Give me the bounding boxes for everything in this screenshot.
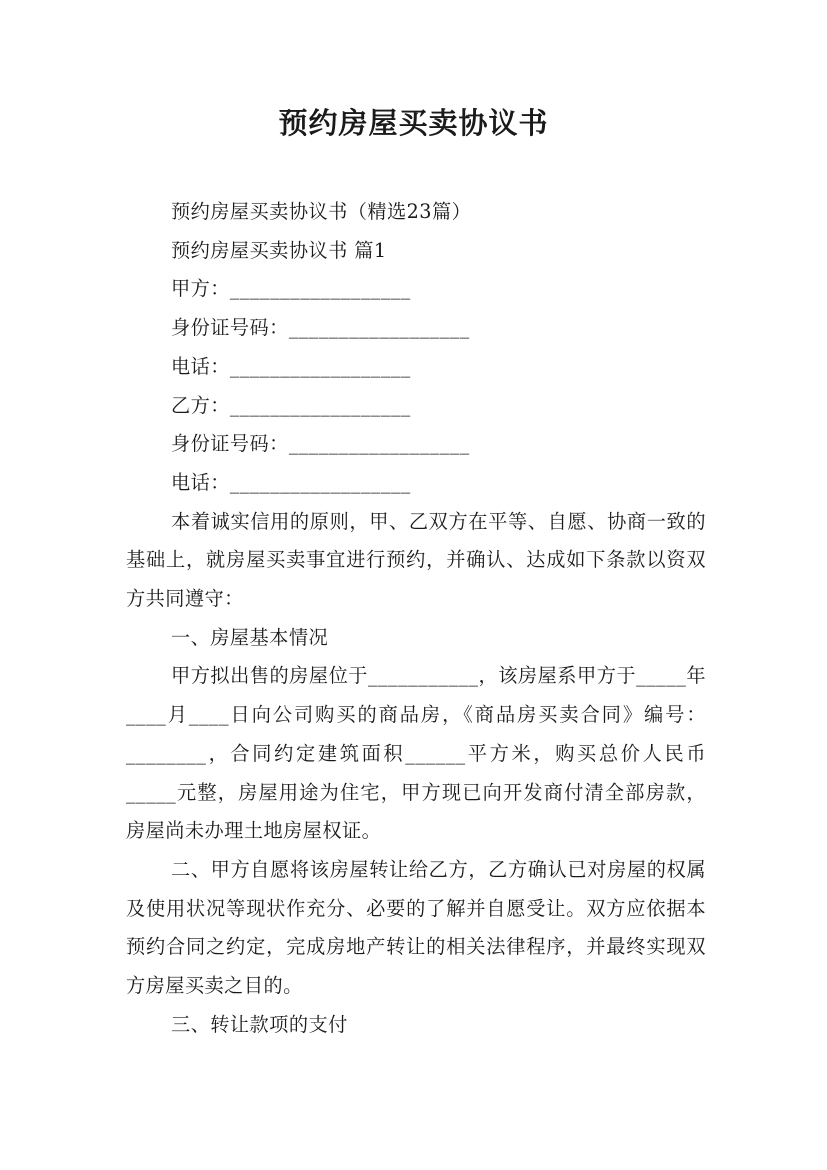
clause-2-paragraph: 二、甲方自愿将该房屋转让给乙方，乙方确认已对房屋的权属及使用状况等现状作充分、必要的了解并自愿受让。双方应依据本预约合同之约定，完成房地产转让的相关法律程序，并最终实现双方房屋买卖之目的。 <box>126 857 706 998</box>
section-heading: 预约房屋买卖协议书 篇1 <box>171 238 387 262</box>
party-a-phone-field: 电话：__________________ <box>171 354 411 378</box>
party-a-field: 甲方：__________________ <box>171 277 411 301</box>
document-title: 预约房屋买卖协议书 <box>278 106 549 140</box>
party-a-id-field: 身份证号码：__________________ <box>171 316 470 340</box>
document-body <box>126 193 706 1044</box>
intro-paragraph: 本着诚实信用的原则，甲、乙双方在平等、自愿、协商一致的基础上，就房屋买卖事宜进行预约，并确认、达成如下条款以资双方共同遵守： <box>126 509 706 611</box>
party-b-id-field: 身份证号码：__________________ <box>171 432 470 456</box>
clause-1-heading: 一、房屋基本情况 <box>171 625 329 649</box>
document-subtitle: 预约房屋买卖协议书（精选23篇） <box>171 200 472 223</box>
clause-1-paragraph: 甲方拟出售的房屋位于___________，该房屋系甲方于_____年____月____日向公司购买的商品房，《商品房买卖合同》编号：________，合同约定建筑面积______平方米，购买总价人民币_____元整，房屋用途为住宅，甲方现已向开发商付清全部房款，房屋尚未办理土地房屋权证。 <box>126 664 706 843</box>
clause-3-heading: 三、转让款项的支付 <box>171 1012 348 1036</box>
party-b-field: 乙方：__________________ <box>171 393 411 417</box>
party-b-phone-field: 电话：__________________ <box>171 470 411 494</box>
